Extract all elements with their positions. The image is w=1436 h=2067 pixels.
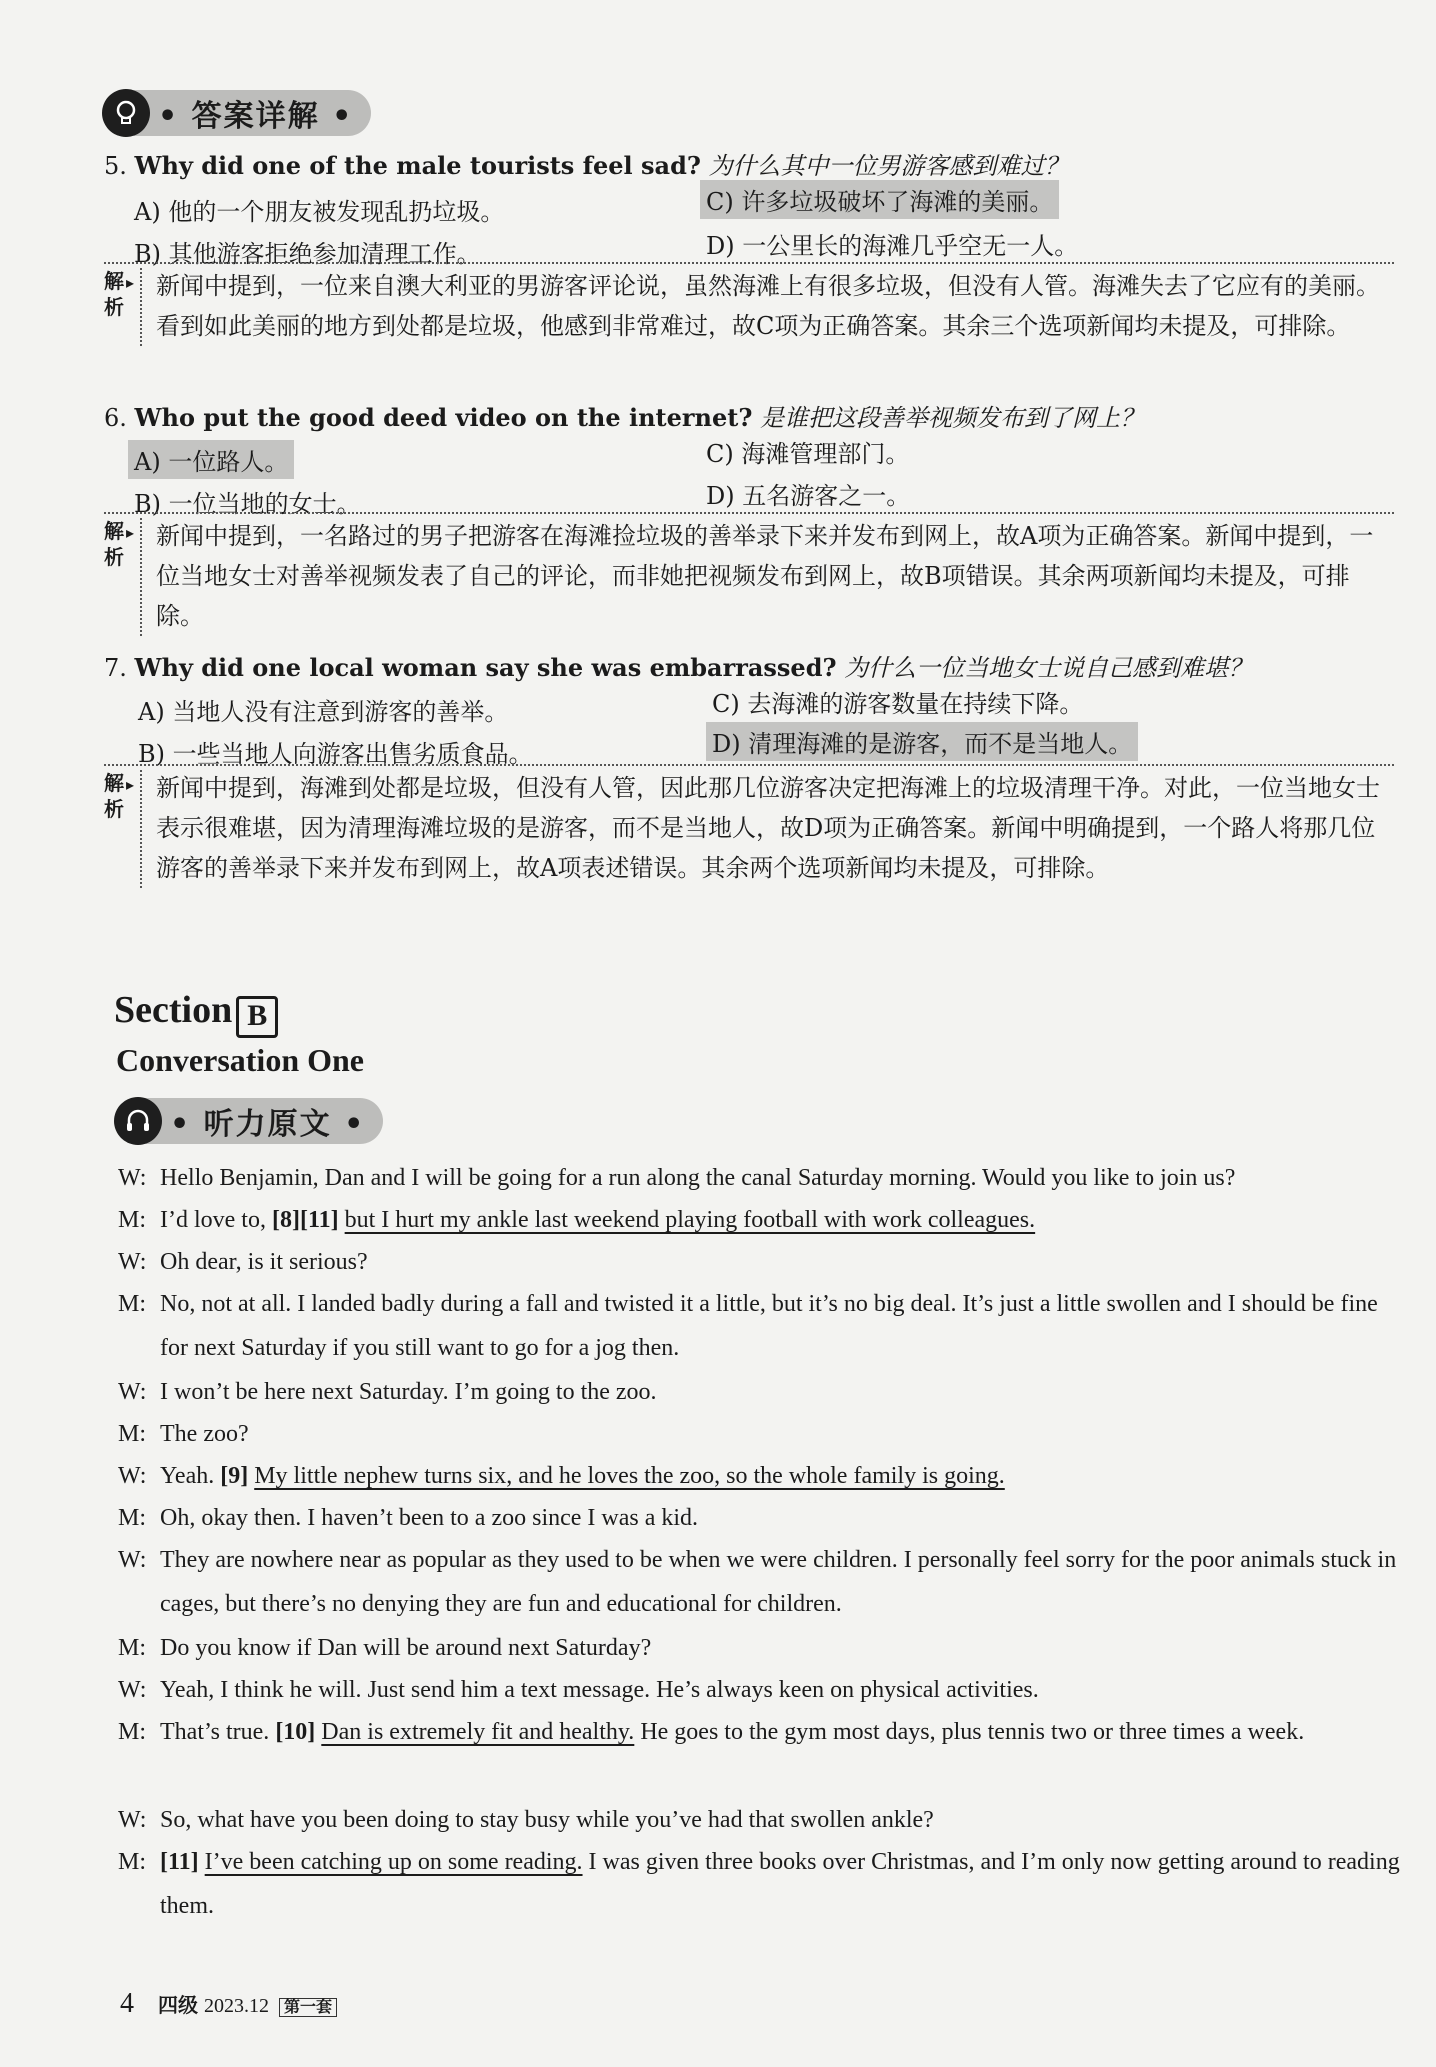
dialogue-segment: I won’t be here next Saturday. I’m going to the zoo. [160, 1379, 657, 1405]
q6-analysis [104, 512, 1394, 636]
question-english: Why did one of the male tourists feel sad? [134, 151, 701, 180]
dialogue-line [118, 1840, 1403, 1928]
answer-header-text: • 答案详解 • [158, 99, 354, 134]
analysis-label: 解析 ▸ [104, 518, 130, 570]
speaker-label: M: [118, 1421, 147, 1447]
page-footer [120, 1988, 337, 2020]
dialogue-text [160, 1198, 1403, 1242]
question-chinese: 为什么其中一位男游客感到难过？ [708, 152, 1069, 180]
answer-marker: [10] [275, 1719, 316, 1745]
dialogue-line [118, 1798, 1403, 1842]
section-heading [114, 988, 278, 1038]
answer-marker: [11] [160, 1849, 199, 1875]
headphones-icon [114, 1097, 162, 1145]
speaker-label: M: [118, 1207, 147, 1233]
dialogue-segment: That’s true. [160, 1719, 276, 1745]
speaker-label: M: [118, 1719, 147, 1745]
question-5 [104, 146, 1069, 181]
speaker-label: M: [118, 1635, 147, 1661]
dialogue-line [118, 1156, 1403, 1200]
dialogue-segment: Yeah. [160, 1463, 221, 1489]
speaker-label: W: [118, 1165, 147, 1191]
q5-option-a: A) 他的一个朋友被发现乱扔垃圾。 [134, 198, 505, 226]
dialogue-line [118, 1710, 1403, 1754]
speaker-label: W: [118, 1379, 147, 1405]
speaker-label: M: [118, 1849, 147, 1875]
dialogue-text [160, 1496, 1403, 1540]
exam-set: 第一套 [279, 1998, 337, 2017]
q7-option-b: B) 一些当地人向游客出售劣质食品。 [138, 740, 533, 768]
listening-header-text: • 听力原文 • [170, 1107, 366, 1142]
dialogue-segment: Oh dear, is it serious? [160, 1249, 368, 1275]
dialogue-line [118, 1626, 1403, 1670]
dialogue-text [160, 1412, 1403, 1456]
q7-option-d: D) 清理海滩的是游客，而不是当地人。 [706, 722, 1138, 761]
q7-analysis [104, 764, 1394, 888]
analysis-label: 解析 ▸ [104, 268, 130, 320]
speaker-label: M: [118, 1505, 147, 1531]
dialogue-text [160, 1370, 1403, 1414]
dialogue-line [118, 1412, 1403, 1456]
dialogue-segment: I’d love to, [160, 1207, 272, 1233]
q5-option-b: B) 其他游客拒绝参加清理工作。 [134, 240, 481, 268]
dialogue-segment: So, what have you been doing to stay busy while you’ve had that swollen ankle? [160, 1807, 934, 1833]
exam-date: 2023.12 [204, 1995, 269, 2017]
analysis-label: 解析 ▸ [104, 770, 130, 822]
dialogue-segment: The zoo? [160, 1421, 249, 1447]
dialogue-segment: Do you know if Dan will be around next Saturday? [160, 1635, 652, 1661]
underlined-key-sentence: I’ve been catching up on some reading. [204, 1849, 583, 1875]
q6-option-c: C) 海滩管理部门。 [706, 440, 910, 468]
q5-analysis [104, 262, 1394, 346]
question-number: 5. [104, 152, 127, 180]
speaker-label: W: [118, 1677, 147, 1703]
question-english: Why did one local woman say she was embarrassed? [134, 653, 837, 682]
dialogue-text [160, 1710, 1403, 1754]
q7-option-a: A) 当地人没有注意到游客的善举。 [138, 698, 509, 726]
q6-option-b: B) 一位当地的女士。 [134, 490, 361, 518]
section-title: Section [114, 989, 233, 1031]
analysis-divider [140, 518, 142, 636]
q5-option-c: C) 许多垃圾破坏了海滩的美丽。 [700, 180, 1059, 219]
page-number: 4 [120, 1988, 134, 2019]
dialogue-segment: They are nowhere near as popular as they used to be when we were children. I personally feel sorry for the poor animals stuck in cages, but there’s no denying they are fun and educational for children. [160, 1547, 1397, 1617]
section-letter-box: B [236, 996, 278, 1038]
q5-option-d: D) 一公里长的海滩几乎空无一人。 [706, 232, 1079, 260]
conversation-title: Conversation One [116, 1042, 364, 1078]
question-number: 7. [104, 654, 127, 682]
analysis-text: 新闻中提到，一位来自澳大利亚的男游客评论说，虽然海滩上有很多垃圾，但没有人管。海滩失去了它应有的美丽。看到如此美丽的地方到处都是垃圾，他感到非常难过，故C项为正确答案。其余三个选项新闻均未提及，可排除。 [156, 272, 1380, 340]
speaker-label: W: [118, 1807, 147, 1833]
dialogue-line [118, 1282, 1403, 1370]
speaker-label: W: [118, 1249, 147, 1275]
dialogue-segment: Hello Benjamin, Dan and I will be going for a run along the canal Saturday morning. Would you like to join us? [160, 1165, 1236, 1191]
question-english: Who put the good deed video on the internet? [134, 403, 753, 432]
dialogue-text [160, 1156, 1403, 1200]
underlined-key-sentence: My little nephew turns six, and he loves the zoo, so the whole family is going. [254, 1463, 1005, 1489]
dialogue-segment: He goes to the gym most days, plus tennis two or three times a week. [634, 1719, 1305, 1745]
dialogue-segment: No, not at all. I landed badly during a fall and twisted it a little, but it’s no big deal. It’s just a little swollen and I should be fine for next Saturday if you still want to go for a jog then. [160, 1291, 1378, 1361]
dialogue-text [160, 1798, 1403, 1842]
dialogue-text [160, 1240, 1403, 1284]
lightbulb-icon [102, 89, 150, 137]
dialogue-line [118, 1668, 1403, 1712]
question-6 [104, 398, 1144, 433]
q7-option-c: C) 去海滩的游客数量在持续下降。 [712, 690, 1084, 718]
speaker-label: M: [118, 1291, 147, 1317]
speaker-label: W: [118, 1547, 147, 1573]
dialogue-segment: Oh, okay then. I haven’t been to a zoo since I was a kid. [160, 1505, 699, 1531]
q6-option-d: D) 五名游客之一。 [706, 482, 911, 510]
dialogue-text [160, 1454, 1403, 1498]
speaker-label: W: [118, 1463, 147, 1489]
dialogue-text [160, 1668, 1403, 1712]
question-number: 6. [104, 404, 127, 432]
underlined-key-sentence: but I hurt my ankle last weekend playing football with work colleagues. [344, 1207, 1036, 1233]
dialogue-line [118, 1454, 1403, 1498]
dialogue-line [118, 1370, 1403, 1414]
dialogue-text [160, 1626, 1403, 1670]
answer-marker: [8][11] [271, 1207, 339, 1233]
question-chinese: 为什么一位当地女士说自己感到难堪？ [844, 654, 1253, 682]
dialogue-line [118, 1240, 1403, 1284]
answer-marker: [9] [220, 1463, 249, 1489]
analysis-divider [140, 268, 142, 346]
dialogue-text [160, 1538, 1403, 1626]
dialogue-text [160, 1282, 1403, 1370]
exam-level: 四级 [158, 1995, 198, 2017]
question-7 [104, 648, 1252, 683]
dialogue-line [118, 1198, 1403, 1242]
q6-option-a: A) 一位路人。 [128, 440, 294, 479]
dialogue-segment: Yeah, I think he will. Just send him a text message. He’s always keen on physical activities. [160, 1677, 1039, 1703]
analysis-divider [140, 770, 142, 888]
listening-script-header [116, 1098, 383, 1144]
question-chinese: 是谁把这段善举视频发布到了网上？ [760, 404, 1145, 432]
underlined-key-sentence: Dan is extremely fit and healthy. [321, 1719, 635, 1745]
dialogue-segment: I was given three books over Christmas, and I’m only now getting around to reading them. [160, 1849, 1400, 1919]
analysis-text: 新闻中提到，一名路过的男子把游客在海滩捡垃圾的善举录下来并发布到网上，故A项为正确答案。新闻中提到，一位当地女士对善举视频发表了自己的评论，而非她把视频发布到网上，故B项错误。其余两项新闻均未提及，可排除。 [156, 522, 1374, 630]
dialogue-text [160, 1840, 1403, 1928]
dialogue-line [118, 1538, 1403, 1626]
answer-explanation-header [104, 90, 371, 136]
dialogue-line [118, 1496, 1403, 1540]
analysis-text: 新闻中提到，海滩到处都是垃圾，但没有人管，因此那几位游客决定把海滩上的垃圾清理干净。对此，一位当地女士表示很难堪，因为清理海滩垃圾的是游客，而不是当地人，故D项为正确答案。新闻中明确提到，一个路人将那几位游客的善举录下来并发布到网上，故A项表述错误。其余两个选项新闻均未提及，可排除。 [156, 774, 1380, 882]
